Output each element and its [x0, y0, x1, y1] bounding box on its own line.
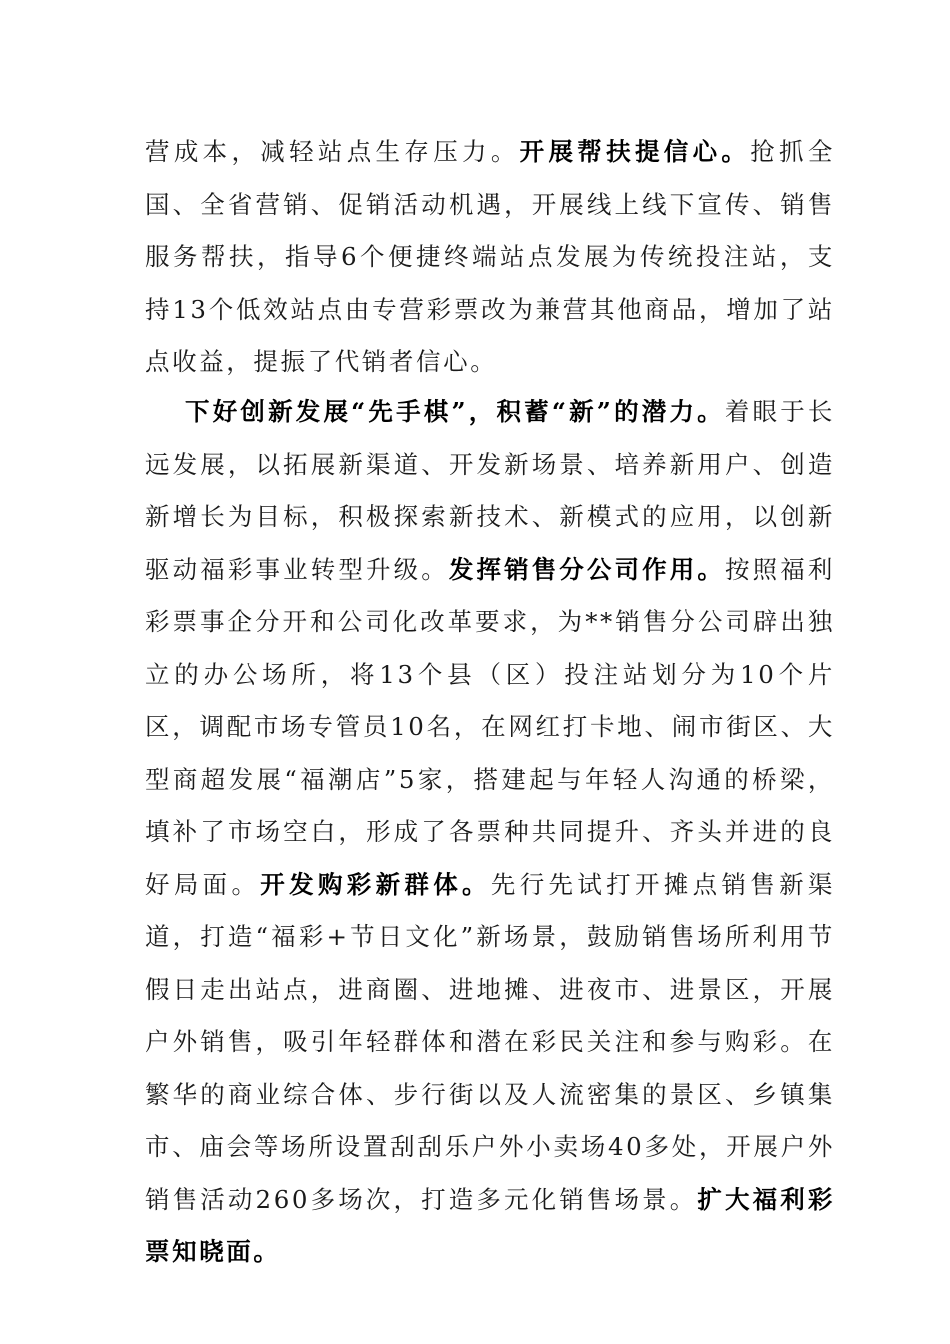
heading-awareness: 扩大福利彩票知晓面。: [145, 1184, 835, 1266]
paragraph-2-intro: 着眼于长远发展，以拓展新渠道、开发新场景、培养新用户、创造新增长为目标，积极探索新技术、新模式的应用，以创新驱动福彩事业转型升级。: [145, 397, 835, 584]
paragraph-1-body: 抢抓全国、全省营销、促销活动机遇，开展线上线下宣传、销售服务帮扶，指导6个便捷终端站点发展为传统投注站，支持13个低效站点由专营彩票改为兼营其他商品，增加了站点收益，提振了代销者信心。: [145, 137, 835, 376]
heading-sales-branch: 发挥销售分公司作用。: [448, 554, 726, 584]
heading-innovation: 下好创新发展“先手棋”，积蓄“新”的潜力。: [185, 397, 725, 426]
paragraph-1: [145, 126, 835, 389]
paragraph-2: [145, 386, 835, 1279]
paragraph-2-sales-branch-body: 按照福利彩票事企分开和公司化改革要求，为**销售分公司辟出独立的办公场所，将13个县（区）投注站划分为10个片区，调配市场专管员10名，在网红打卡地、闹市街区、大型商超发展“福潮店”5家，搭建起与年轻人沟通的桥梁，填补了市场空白，形成了各票种共同提升、齐头并进的良好局面。: [145, 554, 835, 899]
heading-support-confidence: 开展帮扶提信心。: [519, 137, 751, 166]
paragraph-1-text: 营成本，减轻站点生存压力。: [145, 137, 520, 166]
paragraph-2-new-groups-body: 先行先试打开摊点销售新渠道，打造“福彩+节日文化”新场景，鼓励销售场所利用节假日走出站点，进商圈、进地摊、进夜市、进景区，开展户外销售，吸引年轻群体和潜在彩民关注和参与购彩。在繁华的商业综合体、步行街以及人流密集的景区、乡镇集市、庙会等场所设置刮刮乐户外小卖场40多处，开展户外销售活动260多场次，打造多元化销售场景。: [145, 869, 836, 1214]
heading-new-groups: 开发购彩新群体。: [260, 869, 491, 899]
